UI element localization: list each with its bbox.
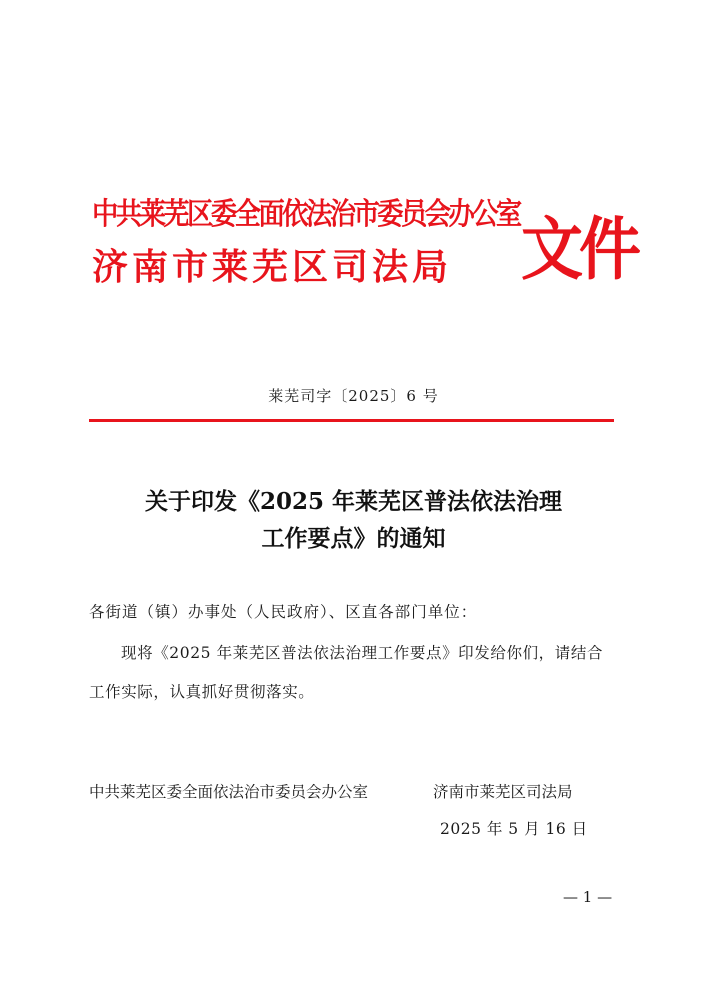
signatory-right: 济南市莱芜区司法局 [433, 783, 573, 801]
signatory-left: 中共莱芜区委全面依法治市委员会办公室 [89, 783, 369, 801]
document-title [0, 483, 707, 557]
issuer-line-2: 济南市莱芜区司法局 [92, 246, 453, 288]
red-divider-line [89, 419, 614, 422]
issuer-line-1: 中共莱芜区委全面依法治市委员会办公室 [92, 197, 520, 232]
title-line-2: 工作要点》的通知 [261, 525, 446, 552]
title-line-1: 关于印发《2025 年莱芜区普法依法治理 [144, 488, 563, 515]
red-header-suffix: 文件 [521, 209, 638, 290]
red-header-issuers [92, 195, 532, 289]
salutation: 各街道（镇）办事处（人民政府）、区直各部门单位： [89, 603, 478, 621]
body-paragraph: 现将《2025 年莱芜区普法依法治理工作要点》印发给你们，请结合工作实际，认真抓好贯彻落实。 [89, 644, 604, 701]
document-number: 莱芜司字〔2025〕6 号 [268, 387, 439, 405]
issue-date: 2025 年 5 月 16 日 [440, 820, 588, 838]
page-number: — 1 — [563, 888, 613, 906]
